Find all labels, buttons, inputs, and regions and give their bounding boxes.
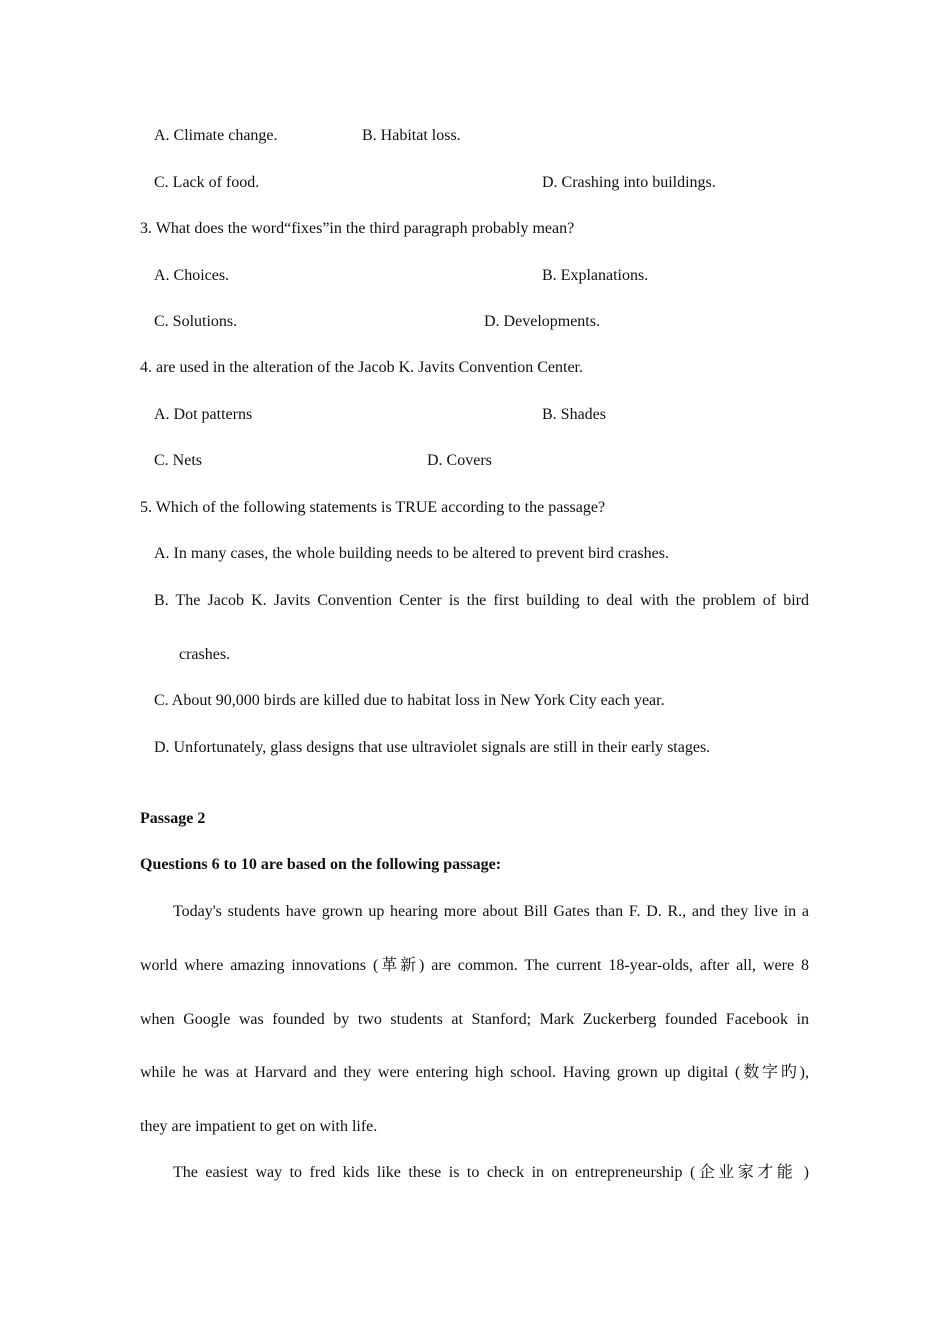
- q5-option-b-line2: crashes.: [179, 646, 231, 663]
- q5-option-d: D. Unfortunately, glass designs that use ultraviolet signals are still in their early stages.: [154, 739, 711, 756]
- q4-stem: 4. are used in the alteration of the Jacob K. Javits Convention Center.: [140, 359, 583, 376]
- q3-stem: 3. What does the word“fixes”in the third paragraph probably mean?: [140, 220, 575, 237]
- passage-title: Passage 2: [140, 810, 206, 827]
- q2-option-c: C. Lack of food.: [154, 174, 260, 191]
- q4-option-d: D. Covers: [427, 452, 492, 469]
- q5-stem: 5. Which of the following statements is TRUE according to the passage?: [140, 499, 606, 516]
- q4-option-c: C. Nets: [154, 452, 202, 469]
- passage-instructions: Questions 6 to 10 are based on the following passage:: [140, 856, 502, 873]
- paragraph-2-line: The easiest way to fred kids like these is to check in on entrepreneurship (企业家才能 ): [173, 1164, 809, 1181]
- q4-option-b: B. Shades: [542, 406, 606, 423]
- q5-option-c: C. About 90,000 birds are killed due to habitat loss in New York City each year.: [154, 692, 665, 709]
- paragraph-1-line: while he was at Harvard and they were entering high school. Having grown up digital (数字旳),: [140, 1064, 809, 1081]
- q2-option-d: D. Crashing into buildings.: [542, 174, 716, 191]
- paragraph-1-line: they are impatient to get on with life.: [140, 1118, 378, 1135]
- q3-option-a: A. Choices.: [154, 267, 230, 284]
- q3-option-c: C. Solutions.: [154, 313, 238, 330]
- q5-option-b-line1: B. The Jacob K. Javits Convention Center is the first building to deal with the problem of bird: [154, 592, 809, 609]
- q2-option-b: B. Habitat loss.: [362, 127, 461, 144]
- q4-option-a: A. Dot patterns: [154, 406, 253, 423]
- q3-option-d: D. Developments.: [484, 313, 600, 330]
- paragraph-1-line: Today's students have grown up hearing more about Bill Gates than F. D. R., and they live in a: [173, 903, 809, 920]
- q3-option-b: B. Explanations.: [542, 267, 649, 284]
- q2-option-a: A. Climate change.: [154, 127, 278, 144]
- paragraph-1-line: when Google was founded by two students at Stanford; Mark Zuckerberg founded Facebook in: [140, 1011, 809, 1028]
- paragraph-1-line: world where amazing innovations (革新) are common. The current 18-year-olds, after all, were 8: [140, 957, 809, 974]
- q5-option-a: A. In many cases, the whole building needs to be altered to prevent bird crashes.: [154, 545, 669, 562]
